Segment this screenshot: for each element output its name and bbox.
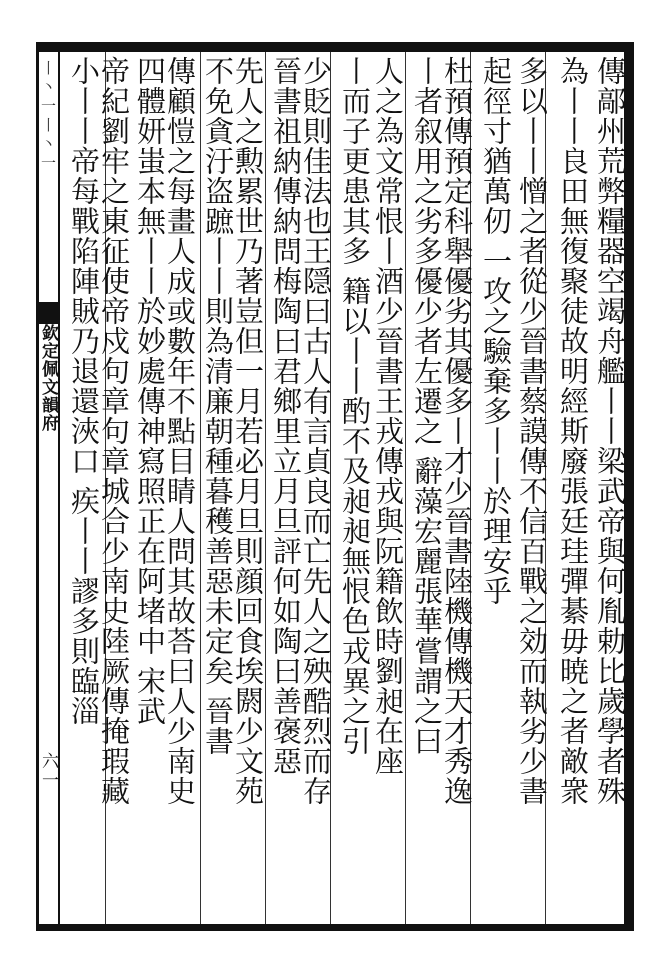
text-column: 傳顧愷之每畫人成或數年不點目睛人問其故荅曰人少南史 bbox=[163, 56, 197, 806]
page-number: 六一 bbox=[38, 752, 58, 790]
text-column: 小丨丨帝每戰陷陣賊乃退還浹口 疾丨丨謬多則臨淄 bbox=[67, 56, 101, 727]
text-column: 四體妍蚩本無丨丨於妙處傳神寫照正在阿堵中 宋武 bbox=[133, 56, 167, 727]
text-column: 人之為文常恨丨酒少晉書王戎傳戎與阮籍飲時劉昶在座 bbox=[371, 56, 405, 776]
text-column: 帝紀劉牢之東征使帝戍句章句章城合少南史陸厥傳掩瑕藏 bbox=[97, 56, 131, 806]
frame-bottom-border bbox=[36, 924, 634, 931]
book-title: 欽定佩文韻府 bbox=[38, 324, 58, 432]
frame-top-border bbox=[36, 42, 634, 52]
text-column: 傳鄗州荒弊糧器空竭舟艦丨丨梁武帝與何胤勅比歲學者殊 bbox=[593, 56, 627, 806]
gutter-marks: 丨丶一丨丶一 bbox=[39, 60, 57, 174]
text-column: 先人之勲累世乃著豈但一月若必月旦則顔回食埃閼少文苑 bbox=[231, 56, 265, 806]
text-column: 多以丨丨憎之者從少晉書蔡謨傳不信百戰之効而執劣少書 bbox=[515, 56, 549, 806]
gutter-divider bbox=[58, 42, 60, 931]
fish-tail-marker bbox=[38, 302, 58, 324]
text-column: 少貶則佳法也王隠曰古人有言貞良而亡先人之殃酷烈而存 bbox=[299, 56, 333, 806]
text-column: 不免貪汙盗蹠丨丨則為清廉朝種暮穫善惡未定矣 晉書 bbox=[201, 56, 235, 757]
text-column: 晉書祖納傳納問梅陶曰君鄉里立月旦評何如陶曰善褒惡 bbox=[269, 56, 303, 776]
text-column: 為丨丨良田無復聚徒故明經斯廢張廷珪彈綦毋暁之者敵衆 bbox=[556, 56, 590, 806]
text-column: 起徑寸猶萬仞 一攻之驗棄多丨丨於理安乎 bbox=[479, 56, 513, 607]
text-column: 丨而子更患其多 籍以丨丨酌不及昶昶無恨色戎異之引 bbox=[338, 56, 372, 757]
text-column: 杜預傳預定科舉優劣其優多丨才少晉書陸機傳機天才秀逸 bbox=[440, 56, 474, 806]
text-column: 丨者叙用之劣多優少者左遷之 辭藻宏麗張華嘗謂之曰 bbox=[410, 56, 444, 757]
